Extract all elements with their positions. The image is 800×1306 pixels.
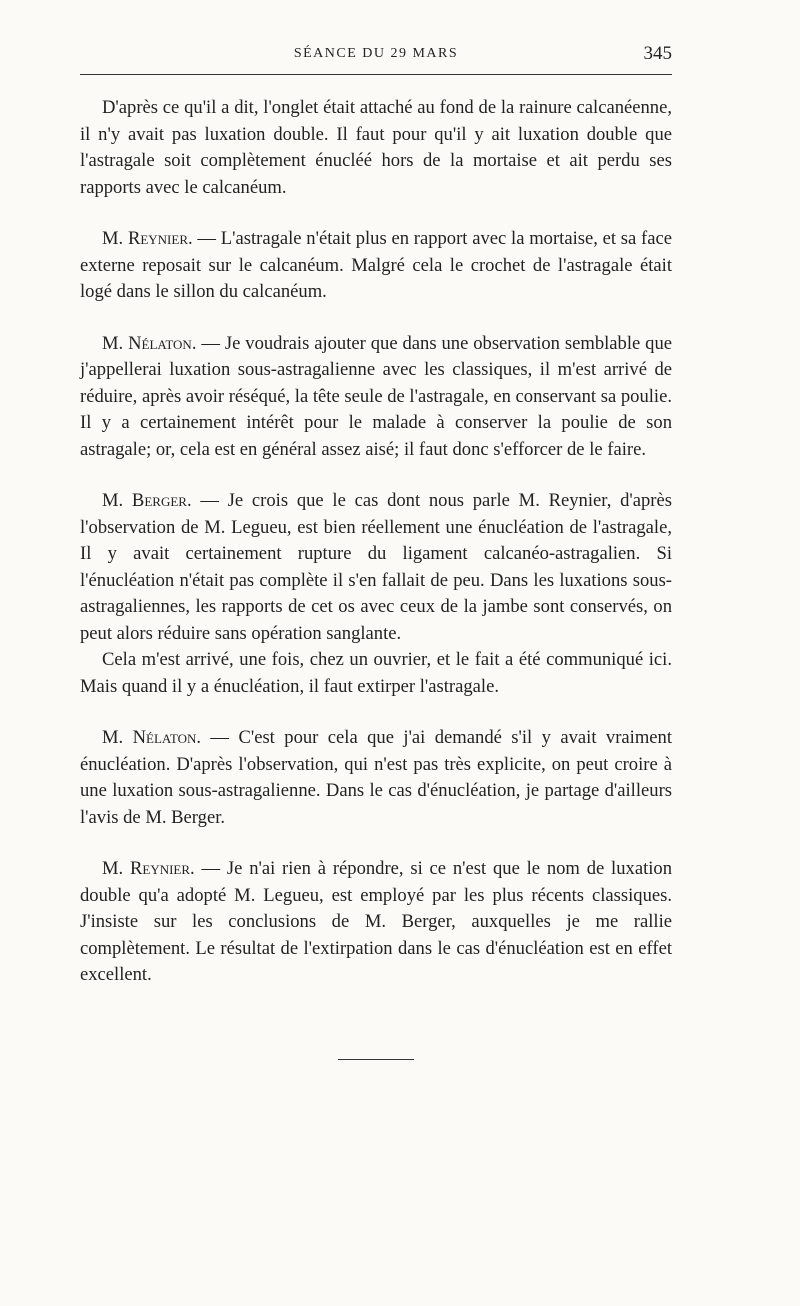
page-number: 345 [643, 43, 672, 64]
paragraph-text: — C'est pour cela que j'ai demandé s'il y avait vraiment énucléation. D'après l'observation, qui n'est pas très explicite, on peut croire à une luxation sous-astragalienne. Dans le cas d'énucléation, je partage d'ailleurs l'avis de M. Berger. [80, 727, 673, 828]
document-page [80, 40, 672, 1060]
speaker-name: M. Reynier. [102, 858, 195, 879]
paragraph-1 [80, 95, 672, 201]
speaker-name: M. Nélaton. [102, 727, 201, 748]
header-title: SÉANCE DU 29 MARS [293, 46, 459, 61]
paragraph-text: — Je crois que le cas dont nous parle M. Reynier, d'après l'observation de M. Legueu, est bien réellement une énucléation de l'astragale, Il y avait certainement rupture du ligament calcanéo-astragalien. Si l'énucléation n'était pas complète il s'en fallait de peu. Dans les luxations sous-astragaliennes, les rapports de cet os avec ceux de la jambe sont conservés, on peut alors réduire sans opération sanglante. [80, 490, 672, 644]
paragraph-3 [80, 331, 672, 464]
paragraph-text: — L'astragale n'était plus en rapport avec la mortaise, et sa face externe reposait sur le calcanéum. Malgré cela le crochet de l'astragale était logé dans le sillon du calcanéum. [80, 228, 672, 302]
end-rule [338, 1059, 414, 1060]
paragraph-4 [80, 488, 672, 647]
paragraph-6 [80, 725, 672, 831]
paragraph-2 [80, 226, 672, 306]
header-rule [80, 74, 672, 75]
speaker-name: M. Berger. [102, 490, 192, 511]
paragraph-text: Cela m'est arrivé, une fois, chez un ouvrier, et le fait a été communiqué ici. Mais quand il y a énucléation, il faut extirper l'astragale. [80, 649, 672, 697]
speaker-name: M. Nélaton. [102, 332, 197, 354]
running-header [80, 40, 672, 74]
paragraph-text: D'après ce qu'il a dit, l'onglet était attaché au fond de la rainure calcanéenne, il n'y avait pas luxation double. Il faut pour qu'il y ait luxation double que l'astragale soit complètement énucléé hors de la mortaise et ait perdu ses rapports avec le calcanéum. [80, 97, 672, 198]
paragraph-text: — Je voudrais ajouter que dans une observation semblable que j'appellerai luxation sous-astragalienne avec les classiques, il m'est arrivé de réduire, après avoir réséqué, la tête seule de l'astragale, en conservant sa poulie. Il y a certainement intérêt pour le malade à conserver la poulie de son astragale; or, cela est en général assez aisé; il faut donc s'efforcer de le faire. [80, 332, 673, 460]
body-text [80, 95, 672, 989]
paragraph-text: — Je n'ai rien à répondre, si ce n'est que le nom de luxation double qu'a adopté M. Legueu, est employé par les plus récents classiques. J'insiste sur les conclusions de M. Berger, auxquelles je me rallie complètement. Le résultat de l'extirpation dans le cas d'énucléation est en effet excellent. [80, 858, 672, 985]
speaker-name: M. Reynier. [102, 228, 193, 249]
paragraph-7 [80, 856, 672, 989]
paragraph-5 [80, 647, 672, 700]
